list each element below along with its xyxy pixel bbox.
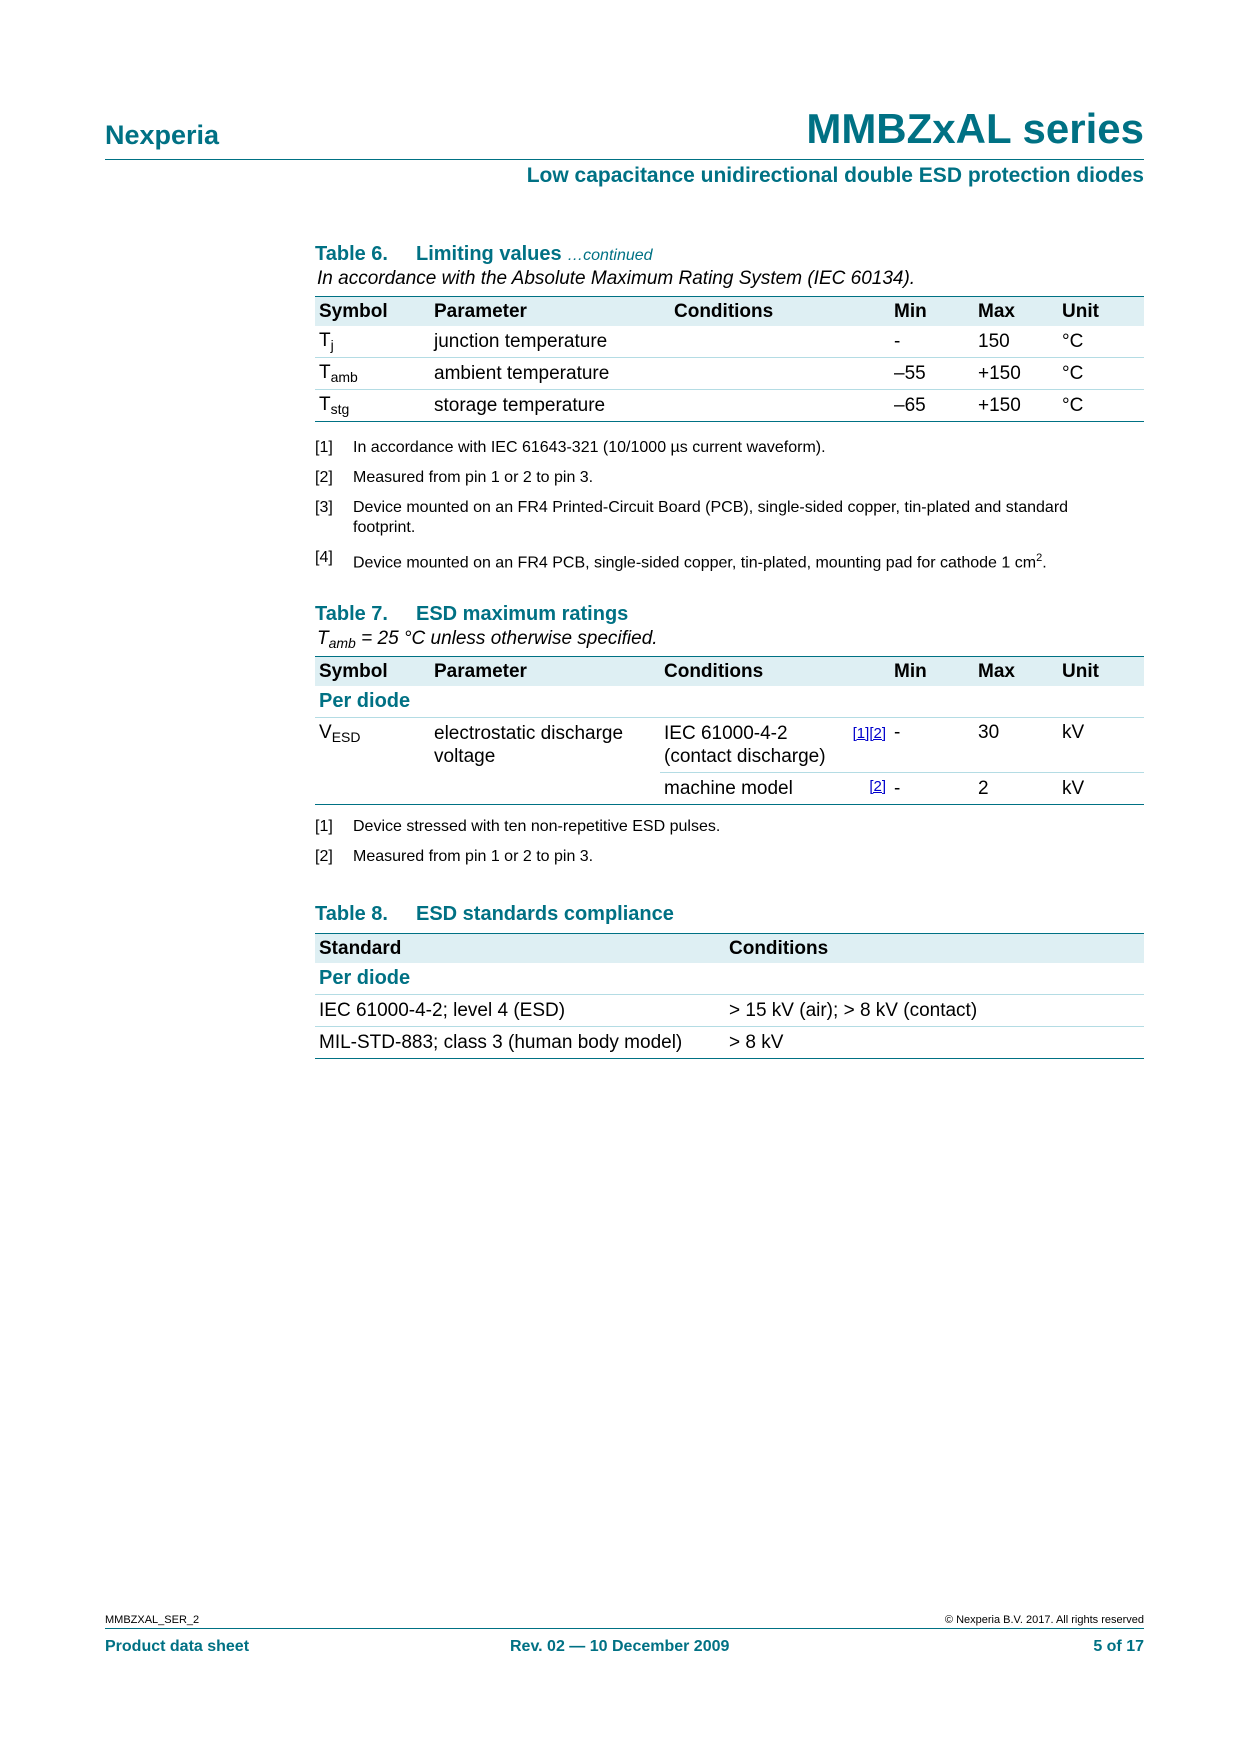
table7-header-row — [315, 657, 1144, 687]
footer-rule — [105, 1628, 1144, 1629]
brand-name: Nexperia — [105, 120, 220, 150]
parameter-cell: junction temperature — [434, 330, 608, 352]
col-header-conditions: Conditions — [660, 657, 890, 687]
table7-esd-maximum-ratings — [315, 656, 1144, 805]
conditions-cell — [670, 358, 890, 390]
min-cell: - — [890, 773, 974, 805]
table6-number: Table 6. — [315, 243, 388, 265]
table-row — [315, 358, 1144, 390]
max-cell: 30 — [974, 718, 1058, 773]
min-cell: –65 — [890, 390, 974, 422]
footer-page-number: 5 of 17 — [1093, 1638, 1144, 1655]
conditions-cell — [670, 390, 890, 422]
parameter-cell: ambient temperature — [430, 358, 670, 390]
unit-cell: °C — [1058, 390, 1144, 422]
table6-footnote-2: [2] Measured from pin 1 or 2 to pin 3. — [315, 469, 594, 486]
symbol-cell: $T_{stg}$ — [315, 390, 430, 422]
col-header-symbol: Symbol — [315, 297, 430, 327]
unit-cell: °C — [1058, 358, 1144, 390]
footer-document-id: MMBZXAL_SER_2 — [105, 1614, 200, 1626]
conditions-cell: [1][2] IEC 61000-4-2 (contact discharge) — [660, 718, 890, 773]
table6-limiting-values — [315, 296, 1144, 422]
footer-document-type: Product data sheet — [105, 1638, 250, 1655]
col-header-parameter: Parameter — [430, 297, 670, 327]
group-label-per-diode: Per diode — [319, 967, 411, 989]
col-header-max: Max — [974, 657, 1058, 687]
table6-title: Limiting values — [416, 243, 562, 265]
standard-cell: MIL-STD-883; class 3 (human body model) — [315, 1027, 725, 1059]
min-cell: –55 — [890, 358, 974, 390]
footnote-ref-link[interactable]: [1][2] — [852, 725, 886, 742]
group-label-per-diode: Per diode — [319, 690, 411, 712]
conditions-cell — [670, 326, 890, 358]
table6-header-row — [315, 297, 1144, 327]
table6-caption — [315, 243, 653, 266]
footer-revision: Rev. 02 — 10 December 2009 — [510, 1638, 730, 1655]
table6-continued: …continued — [567, 247, 653, 264]
unit-cell: °C — [1062, 330, 1084, 352]
table8-number: Table 8. — [315, 903, 388, 925]
col-header-standard: Standard — [315, 934, 725, 964]
table8-esd-standards-compliance — [315, 933, 1144, 1059]
col-header-unit: Unit — [1058, 657, 1144, 687]
table7-caption — [315, 603, 628, 626]
max-cell: 2 — [974, 773, 1058, 805]
group-row — [315, 686, 1144, 718]
max-cell: +150 — [974, 358, 1058, 390]
col-header-conditions: Conditions — [725, 934, 1144, 964]
unit-cell: kV — [1058, 773, 1144, 805]
document-subtitle: Low capacitance unidirectional double ESD protection diodes — [526, 164, 1144, 187]
table7-footnote-2: [2] Measured from pin 1 or 2 to pin 3. — [315, 848, 594, 865]
col-header-max: Max — [974, 297, 1058, 327]
table6-footnote-4: [4] Device mounted on an FR4 PCB, single-sided copper, tin-plated, mounting pad for cathode 1 $cm^2$. — [315, 549, 1047, 572]
max-cell: 150 — [978, 330, 1010, 352]
conditions-cell: > 15 kV (air); > 8 kV (contact) — [725, 995, 1144, 1027]
footnote-ref-link[interactable]: [2] — [869, 777, 886, 795]
table-row — [315, 995, 1144, 1027]
standard-cell: IEC 61000-4-2; level 4 (ESD) — [315, 995, 725, 1027]
group-row — [315, 963, 1144, 995]
unit-cell: kV — [1058, 718, 1144, 773]
table6-note: In accordance with the Absolute Maximum Rating System (IEC 60134). — [317, 268, 916, 289]
col-header-parameter: Parameter — [430, 657, 660, 687]
symbol-cell: $T_{amb}$ — [315, 358, 430, 390]
table7-footnote-1: [1] Device stressed with ten non-repetitive ESD pulses. — [315, 818, 721, 835]
series-title: MMBZxAL series — [806, 105, 1144, 152]
footer-copyright: © Nexperia B.V. 2017. All rights reserved — [944, 1614, 1144, 1626]
table6-footnote-1: [1] In accordance with IEC 61643-321 (10/1000 µs current waveform). — [315, 439, 826, 456]
col-header-unit: Unit — [1058, 297, 1144, 327]
table-row — [315, 718, 1144, 773]
conditions-cell: > 8 kV — [725, 1027, 1144, 1059]
table8-title: ESD standards compliance — [416, 903, 674, 925]
table-row — [315, 390, 1144, 422]
col-header-conditions: Conditions — [670, 297, 890, 327]
conditions-cell: [2] machine model — [660, 773, 890, 805]
header-rule — [105, 159, 1144, 160]
parameter-cell: electrostatic discharge voltage — [430, 718, 660, 805]
symbol-cell: $V_{ESD}$ — [315, 718, 430, 805]
col-header-symbol: Symbol — [315, 657, 430, 687]
min-cell: - — [894, 330, 901, 352]
table-row — [315, 326, 1144, 358]
symbol-cell: $T_j$ — [319, 330, 334, 353]
table8-header-row — [315, 934, 1144, 964]
table7-note: $T_{amb} = 25$ °C unless otherwise specified. — [317, 628, 658, 651]
max-cell: +150 — [974, 390, 1058, 422]
col-header-min: Min — [890, 657, 974, 687]
table7-title: ESD maximum ratings — [416, 603, 629, 625]
parameter-cell: storage temperature — [430, 390, 670, 422]
table6-footnote-3: [3] Device mounted on an FR4 Printed-Circuit Board (PCB), single-sided copper, tin-plated and standard footprint. — [315, 499, 1069, 536]
col-header-min: Min — [890, 297, 974, 327]
table7-number: Table 7. — [315, 603, 388, 625]
min-cell: - — [890, 718, 974, 773]
table8-caption — [315, 903, 674, 926]
table-row — [315, 1027, 1144, 1059]
